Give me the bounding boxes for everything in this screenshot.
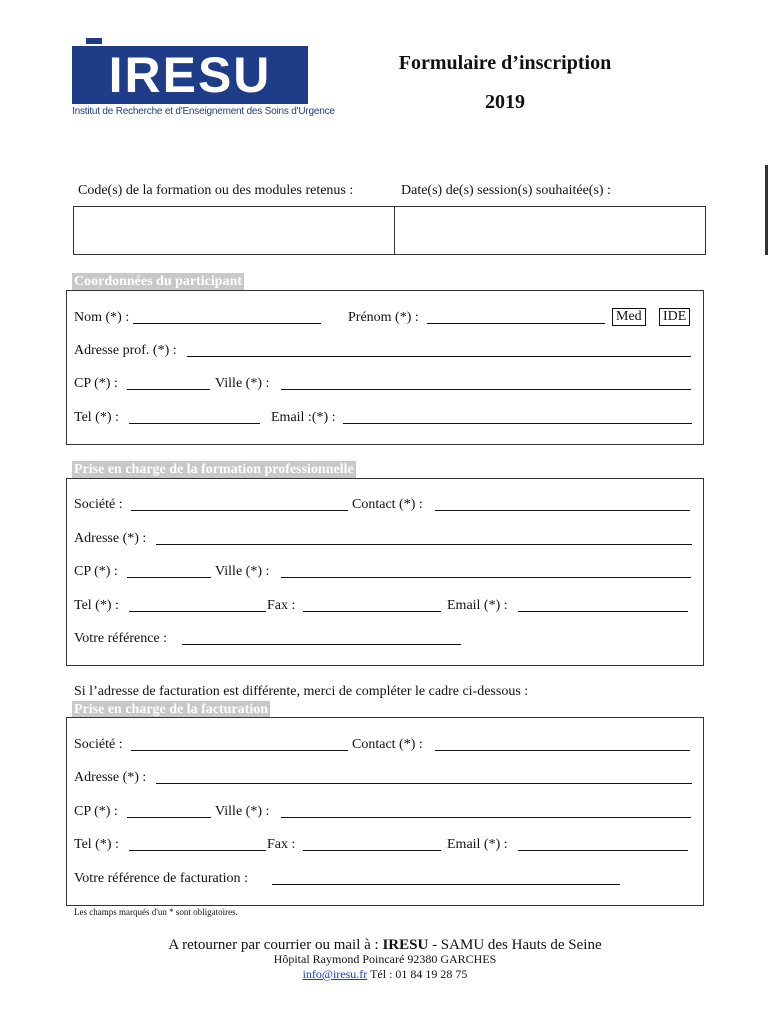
- codes-label: Code(s) de la formation ou des modules retenus :: [78, 183, 354, 198]
- page-title: Formulaire d’inscription: [398, 52, 612, 74]
- adresse-prof-field[interactable]: [187, 356, 691, 357]
- prenom-label: Prénom (*) :: [348, 310, 419, 325]
- facturation-reference-label: Votre référence de facturation :: [74, 871, 248, 886]
- facturation-tel-label: Tel (*) :: [74, 837, 119, 852]
- facturation-societe-label: Société :: [74, 737, 123, 752]
- logo-text: IRESU: [108, 47, 272, 103]
- med-checkbox[interactable]: Med: [612, 308, 646, 326]
- codes-field[interactable]: [73, 206, 395, 255]
- footer-org: IRESU: [382, 937, 429, 953]
- formation-reference-field[interactable]: [182, 644, 461, 645]
- facturation-adresse-label: Adresse (*) :: [74, 770, 147, 785]
- formation-cp-label: CP (*) :: [74, 564, 118, 579]
- formation-adresse-label: Adresse (*) :: [74, 531, 147, 546]
- formation-contact-label: Contact (*) :: [352, 497, 423, 512]
- cp-label: CP (*) :: [74, 376, 118, 391]
- formation-societe-field[interactable]: [131, 510, 348, 511]
- footer-tel: Tél : 01 84 19 28 75: [367, 967, 468, 981]
- ide-checkbox[interactable]: IDE: [659, 308, 690, 326]
- facturation-contact-label: Contact (*) :: [352, 737, 423, 752]
- formation-fax-label: Fax :: [267, 598, 296, 613]
- facturation-intro: Si l’adresse de facturation est différente, merci de compléter le cadre ci-dessous :: [74, 684, 529, 699]
- footer-address: Hôpital Raymond Poincaré 92380 GARCHES: [273, 952, 497, 966]
- facturation-ville-field[interactable]: [281, 817, 691, 818]
- participant-heading: Coordonnées du participant: [74, 274, 243, 289]
- formation-cp-field[interactable]: [127, 577, 211, 578]
- facturation-cp-label: CP (*) :: [74, 804, 118, 819]
- facturation-societe-field[interactable]: [131, 750, 348, 751]
- page-year: 2019: [485, 91, 525, 113]
- facturation-heading: Prise en charge de la facturation: [74, 702, 269, 717]
- footer-email-link[interactable]: info@iresu.fr: [302, 967, 368, 981]
- facturation-email-field[interactable]: [518, 850, 688, 851]
- cp-field[interactable]: [127, 389, 210, 390]
- facturation-contact-field[interactable]: [435, 750, 690, 751]
- page-edge-mark: [765, 165, 768, 255]
- formation-contact-field[interactable]: [435, 510, 690, 511]
- nom-label: Nom (*) :: [74, 310, 130, 325]
- formation-tel-label: Tel (*) :: [74, 598, 119, 613]
- facturation-email-label: Email (*) :: [447, 837, 508, 852]
- formation-ville-label: Ville (*) :: [215, 564, 270, 579]
- formation-ville-field[interactable]: [281, 577, 691, 578]
- facturation-reference-field[interactable]: [272, 884, 620, 885]
- logo-bar-top: [86, 38, 102, 44]
- logo-subtitle: Institut de Recherche et d'Enseignement des Soins d'Urgence: [72, 106, 335, 117]
- email-label: Email :(*) :: [271, 410, 336, 425]
- formation-adresse-field[interactable]: [156, 544, 692, 545]
- facturation-ville-label: Ville (*) :: [215, 804, 270, 819]
- facturation-fax-field[interactable]: [303, 850, 441, 851]
- formation-tel-field[interactable]: [129, 611, 266, 612]
- footer-suffix: - SAMU des Hauts de Seine: [428, 937, 602, 953]
- facturation-tel-field[interactable]: [129, 850, 266, 851]
- adresse-prof-label: Adresse prof. (*) :: [74, 343, 177, 358]
- facturation-cp-field[interactable]: [127, 817, 211, 818]
- ville-field[interactable]: [281, 389, 691, 390]
- ville-label: Ville (*) :: [215, 376, 270, 391]
- email-field[interactable]: [343, 423, 692, 424]
- formation-email-field[interactable]: [518, 611, 688, 612]
- nom-field[interactable]: [133, 323, 321, 324]
- formation-reference-label: Votre référence :: [74, 631, 168, 646]
- facturation-adresse-field[interactable]: [156, 783, 692, 784]
- formation-fax-field[interactable]: [303, 611, 441, 612]
- tel-label: Tel (*) :: [74, 410, 119, 425]
- dates-field[interactable]: [394, 206, 706, 255]
- formation-societe-label: Société :: [74, 497, 123, 512]
- formation-email-label: Email (*) :: [447, 598, 508, 613]
- tel-field[interactable]: [129, 423, 260, 424]
- footer-prefix: A retourner par courrier ou mail à :: [168, 937, 383, 953]
- dates-label: Date(s) de(s) session(s) souhaitée(s) :: [401, 183, 611, 198]
- formation-heading: Prise en charge de la formation professionnelle: [74, 462, 354, 477]
- mandatory-note: Les champs marqués d'un * sont obligatoires.: [74, 907, 238, 917]
- prenom-field[interactable]: [427, 323, 605, 324]
- footer-contact: [0, 967, 770, 982]
- facturation-fax-label: Fax :: [267, 837, 296, 852]
